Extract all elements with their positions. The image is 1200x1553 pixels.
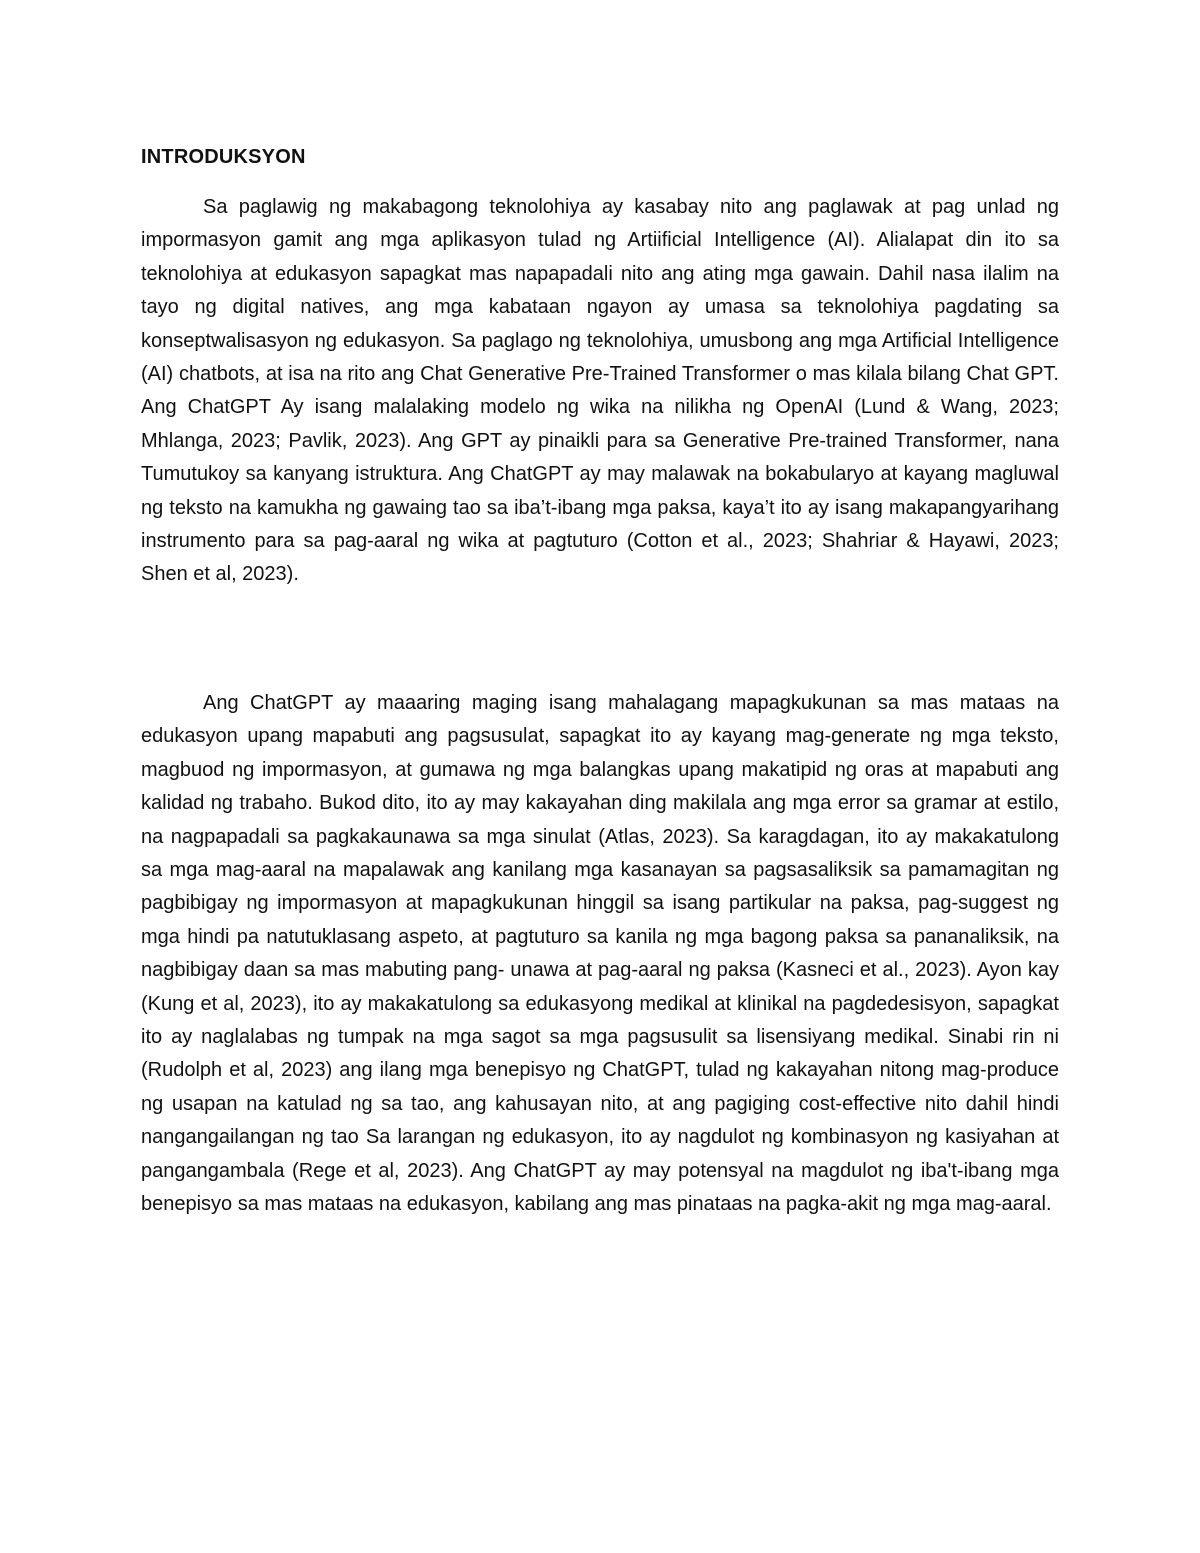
document-heading: INTRODUKSYON <box>141 146 306 168</box>
body-paragraph-2: Ang ChatGPT ay maaaring maging isang mahalagang mapagkukunan sa mas mataas na edukasyon upang mapabuti ang pagsusulat, sapagkat ito ay kayang mag-generate ng mga teksto, magbuod ng impormasyon, at gumawa ng mga balangkas upang makatipid ng oras at mapabuti ang kalidad ng trabaho. Bukod dito, ito ay may kakayahan ding makilala ang mga error sa gramar at estilo, na nagpapadali sa pagkakaunawa sa mga sinulat (Atlas, 2023). Sa karagdagan, ito ay makakatulong sa mga mag-aaral na mapalawak ang kanilang mga kasanayan sa pagsasaliksik sa pamamagitan ng pagbibigay ng impormasyon at mapagkukunan hinggil sa isang partikular na paksa, pag-suggest ng mga hindi pa natutuklasang aspeto, at pagtuturo sa kanila ng mga bagong paksa sa pananaliksik, na nagbibigay daan sa mas mabuting pang- unawa at pag-aaral ng paksa (Kasneci et al., 2023). Ayon kay (Kung et al, 2023), ito ay makakatulong sa edukasyong medikal at klinikal na pagdedesisyon, sapagkat ito ay naglalabas ng tumpak na mga sagot sa mga pagsusulit sa lisensiyang medikal. Sinabi rin ni (Rudolph et al, 2023) ang ilang mga benepisyo ng ChatGPT, tulad ng kakayahan nitong mag-produce ng usapan na katulad ng sa tao, ang kahusayan nito, at ang pagiging cost-effective nito dahil hindi nangangailangan ng tao Sa larangan ng edukasyon, ito ay nagdulot ng kombinasyon ng kasiyahan at pangangambala (Rege et al, 2023). Ang ChatGPT ay may potensyal na magdulot ng iba't-ibang mga benepisyo sa mas mataas na edukasyon, kabilang ang mas pinataas na pagka-akit ng mga mag-aaral. <box>141 692 1059 1216</box>
body-paragraph-1: Sa paglawig ng makabagong teknolohiya ay kasabay nito ang paglawak at pag unlad ng impormasyon gamit ang mga aplikasyon tulad ng Artiificial Intelligence (AI). Alialapat din ito sa teknolohiya at edukasyon sapagkat mas napapadali nito ang ating mga gawain. Dahil nasa ilalim na tayo ng digital natives, ang mga kabataan ngayon ay umasa sa teknolohiya pagdating sa konseptwalisasyon ng edukasyon. Sa paglago ng teknolohiya, umusbong ang mga Artificial Intelligence (AI) chatbots, at isa na rito ang Chat Generative Pre-Trained Transformer o mas kilala bilang Chat GPT. Ang ChatGPT Ay isang malalaking modelo ng wika na nilikha ng OpenAI (Lund & Wang, 2023; Mhlanga, 2023; Pavlik, 2023). Ang GPT ay pinaikli para sa Generative Pre-trained Transformer, nana Tumutukoy sa kanyang istruktura. Ang ChatGPT ay may malawak na bokabularyo at kayang magluwal ng teksto na kamukha ng gawaing tao sa iba’t-ibang mga paksa, kaya’t ito ay isang makapangyarihang instrumento para sa pag-aaral ng wika at pagtuturo (Cotton et al., 2023; Shahriar & Hayawi, 2023; Shen et al, 2023). <box>141 196 1059 586</box>
